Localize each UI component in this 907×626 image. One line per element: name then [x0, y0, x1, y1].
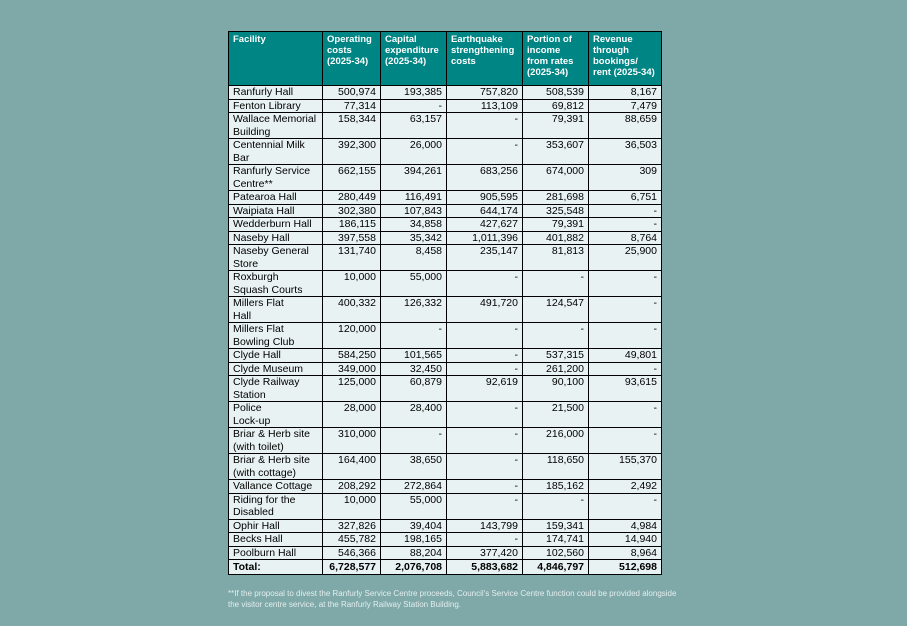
cell-capital: 107,843 — [381, 204, 447, 218]
cell-facility: Fenton Library — [229, 99, 323, 113]
table-row — [229, 323, 662, 349]
cell-capital: 101,565 — [381, 349, 447, 363]
table-row — [229, 546, 662, 560]
cell-revenue: - — [589, 204, 662, 218]
cell-rates: 353,607 — [523, 139, 589, 165]
cell-operating: 208,292 — [323, 480, 381, 494]
cell-earthquake: 491,720 — [447, 297, 523, 323]
table-header-row — [229, 32, 662, 86]
cell-capital: 88,204 — [381, 546, 447, 560]
cell-rates: 325,548 — [523, 204, 589, 218]
cell-revenue: 88,659 — [589, 113, 662, 139]
cell-rates: 102,560 — [523, 546, 589, 560]
cell-earthquake: 644,174 — [447, 204, 523, 218]
cell-earthquake: 427,627 — [447, 218, 523, 232]
table-row — [229, 139, 662, 165]
cell-operating: 397,558 — [323, 231, 381, 245]
cell-operating: 10,000 — [323, 271, 381, 297]
cell-earthquake: - — [447, 533, 523, 547]
cell-capital: 116,491 — [381, 191, 447, 205]
cell-facility: Police Lock-up — [229, 402, 323, 428]
cell-capital: 55,000 — [381, 271, 447, 297]
cell-facility: Patearoa Hall — [229, 191, 323, 205]
cell-capital: 63,157 — [381, 113, 447, 139]
cell-capital: 32,450 — [381, 362, 447, 376]
cell-operating: 77,314 — [323, 99, 381, 113]
cell-revenue: 2,492 — [589, 480, 662, 494]
cell-operating: 120,000 — [323, 323, 381, 349]
cell-facility: Becks Hall — [229, 533, 323, 547]
table-row — [229, 480, 662, 494]
table-row — [229, 376, 662, 402]
cell-facility: Ophir Hall — [229, 519, 323, 533]
cell-facility: Wallace Memorial Building — [229, 113, 323, 139]
cell-rates: 537,315 — [523, 349, 589, 363]
total-label: Total: — [229, 560, 323, 575]
cell-operating: 349,000 — [323, 362, 381, 376]
cell-operating: 131,740 — [323, 245, 381, 271]
cell-facility: Waipiata Hall — [229, 204, 323, 218]
cell-rates: 21,500 — [523, 402, 589, 428]
cell-revenue: 6,751 — [589, 191, 662, 205]
cell-facility: Ranfurly Service Centre** — [229, 165, 323, 191]
cell-earthquake: - — [447, 362, 523, 376]
cell-operating: 546,366 — [323, 546, 381, 560]
cell-revenue: 7,479 — [589, 99, 662, 113]
cell-facility: Naseby Hall — [229, 231, 323, 245]
table-row — [229, 297, 662, 323]
header-operating-costs: Operating costs (2025-34) — [323, 32, 381, 86]
cell-facility: Roxburgh Squash Courts — [229, 271, 323, 297]
cell-earthquake: - — [447, 323, 523, 349]
cell-facility: Naseby General Store — [229, 245, 323, 271]
total-rates: 4,846,797 — [523, 560, 589, 575]
cell-revenue: - — [589, 428, 662, 454]
cell-capital: 198,165 — [381, 533, 447, 547]
cell-facility: Briar & Herb site (with cottage) — [229, 454, 323, 480]
table-row — [229, 165, 662, 191]
table-row — [229, 231, 662, 245]
cell-capital: 26,000 — [381, 139, 447, 165]
cell-capital: - — [381, 99, 447, 113]
cell-rates: 81,813 — [523, 245, 589, 271]
table-body — [229, 86, 662, 560]
cell-earthquake: 113,109 — [447, 99, 523, 113]
cell-facility: Centennial Milk Bar — [229, 139, 323, 165]
total-capital: 2,076,708 — [381, 560, 447, 575]
cell-revenue: - — [589, 218, 662, 232]
cell-earthquake: 235,147 — [447, 245, 523, 271]
cell-capital: 34,858 — [381, 218, 447, 232]
cell-operating: 327,826 — [323, 519, 381, 533]
cell-operating: 125,000 — [323, 376, 381, 402]
cell-earthquake: - — [447, 349, 523, 363]
cell-earthquake: 757,820 — [447, 86, 523, 100]
cell-capital: 60,879 — [381, 376, 447, 402]
total-revenue: 512,698 — [589, 560, 662, 575]
cell-facility: Vallance Cottage — [229, 480, 323, 494]
cell-rates: 124,547 — [523, 297, 589, 323]
cell-earthquake: 143,799 — [447, 519, 523, 533]
cell-operating: 164,400 — [323, 454, 381, 480]
cell-operating: 500,974 — [323, 86, 381, 100]
cell-earthquake: 1,011,396 — [447, 231, 523, 245]
cell-rates: 401,882 — [523, 231, 589, 245]
cell-earthquake: - — [447, 402, 523, 428]
cell-operating: 392,300 — [323, 139, 381, 165]
cell-earthquake: 377,420 — [447, 546, 523, 560]
cell-facility: Riding for the Disabled — [229, 493, 323, 519]
table-row — [229, 519, 662, 533]
table-row — [229, 191, 662, 205]
table-row — [229, 204, 662, 218]
table-row — [229, 533, 662, 547]
cell-revenue: - — [589, 362, 662, 376]
cell-operating: 310,000 — [323, 428, 381, 454]
facilities-table-container — [228, 31, 660, 575]
cell-rates: 118,650 — [523, 454, 589, 480]
table-row — [229, 454, 662, 480]
cell-earthquake: - — [447, 493, 523, 519]
cell-operating: 584,250 — [323, 349, 381, 363]
cell-operating: 186,115 — [323, 218, 381, 232]
cell-earthquake: - — [447, 480, 523, 494]
cell-operating: 10,000 — [323, 493, 381, 519]
cell-revenue: - — [589, 271, 662, 297]
header-capital-expenditure: Capital expenditure (2025-34) — [381, 32, 447, 86]
header-facility: Facility — [229, 32, 323, 86]
cell-facility: Briar & Herb site (with toilet) — [229, 428, 323, 454]
facilities-cost-table — [228, 31, 662, 575]
table-row — [229, 362, 662, 376]
cell-revenue: 36,503 — [589, 139, 662, 165]
table-row — [229, 86, 662, 100]
cell-operating: 302,380 — [323, 204, 381, 218]
cell-capital: 35,342 — [381, 231, 447, 245]
cell-rates: 185,162 — [523, 480, 589, 494]
cell-facility: Ranfurly Hall — [229, 86, 323, 100]
cell-facility: Clyde Hall — [229, 349, 323, 363]
table-row — [229, 99, 662, 113]
cell-capital: 55,000 — [381, 493, 447, 519]
cell-capital: 126,332 — [381, 297, 447, 323]
cell-capital: 272,864 — [381, 480, 447, 494]
cell-facility: Clyde Railway Station — [229, 376, 323, 402]
cell-rates: 674,000 — [523, 165, 589, 191]
cell-rates: 69,812 — [523, 99, 589, 113]
cell-rates: 508,539 — [523, 86, 589, 100]
table-row — [229, 218, 662, 232]
cell-facility: Poolburn Hall — [229, 546, 323, 560]
cell-capital: 193,385 — [381, 86, 447, 100]
cell-rates: 216,000 — [523, 428, 589, 454]
table-row — [229, 402, 662, 428]
cell-earthquake: 683,256 — [447, 165, 523, 191]
cell-capital: 28,400 — [381, 402, 447, 428]
cell-operating: 280,449 — [323, 191, 381, 205]
total-operating: 6,728,577 — [323, 560, 381, 575]
cell-operating: 662,155 — [323, 165, 381, 191]
cell-operating: 28,000 — [323, 402, 381, 428]
cell-capital: 8,458 — [381, 245, 447, 271]
cell-capital: - — [381, 428, 447, 454]
cell-revenue: 309 — [589, 165, 662, 191]
cell-rates: - — [523, 323, 589, 349]
cell-revenue: 14,940 — [589, 533, 662, 547]
cell-revenue: 8,764 — [589, 231, 662, 245]
cell-rates: 174,741 — [523, 533, 589, 547]
cell-earthquake: - — [447, 271, 523, 297]
cell-rates: 281,698 — [523, 191, 589, 205]
footnote: **If the proposal to divest the Ranfurly Service Centre proceeds, Council's Service Centre function could be provided alongside the visitor centre service, at the Ranfurly Railway Station Building. — [228, 589, 677, 609]
cell-rates: - — [523, 271, 589, 297]
table-row — [229, 271, 662, 297]
cell-rates: 90,100 — [523, 376, 589, 402]
cell-revenue: 8,167 — [589, 86, 662, 100]
cell-rates: 79,391 — [523, 218, 589, 232]
table-row — [229, 245, 662, 271]
cell-revenue: 8,964 — [589, 546, 662, 560]
cell-revenue: - — [589, 493, 662, 519]
cell-revenue: 4,984 — [589, 519, 662, 533]
cell-facility: Wedderburn Hall — [229, 218, 323, 232]
cell-operating: 400,332 — [323, 297, 381, 323]
cell-operating: 158,344 — [323, 113, 381, 139]
cell-rates: 79,391 — [523, 113, 589, 139]
cell-capital: 394,261 — [381, 165, 447, 191]
cell-rates: 159,341 — [523, 519, 589, 533]
cell-facility: Millers Flat Bowling Club — [229, 323, 323, 349]
cell-earthquake: 92,619 — [447, 376, 523, 402]
table-row — [229, 349, 662, 363]
cell-operating: 455,782 — [323, 533, 381, 547]
total-earthquake: 5,883,682 — [447, 560, 523, 575]
cell-capital: - — [381, 323, 447, 349]
cell-rates: - — [523, 493, 589, 519]
cell-earthquake: - — [447, 454, 523, 480]
cell-facility: Clyde Museum — [229, 362, 323, 376]
header-earthquake-costs: Earthquake strengthening costs — [447, 32, 523, 86]
cell-revenue: 25,900 — [589, 245, 662, 271]
table-row — [229, 428, 662, 454]
header-rates-income: Portion of income from rates (2025-34) — [523, 32, 589, 86]
header-revenue: Revenue through bookings/ rent (2025-34) — [589, 32, 662, 86]
cell-revenue: 49,801 — [589, 349, 662, 363]
table-total-row — [229, 560, 662, 575]
cell-capital: 39,404 — [381, 519, 447, 533]
cell-earthquake: - — [447, 428, 523, 454]
table-row — [229, 113, 662, 139]
cell-earthquake: - — [447, 113, 523, 139]
cell-earthquake: 905,595 — [447, 191, 523, 205]
cell-rates: 261,200 — [523, 362, 589, 376]
table-row — [229, 493, 662, 519]
cell-revenue: 155,370 — [589, 454, 662, 480]
cell-earthquake: - — [447, 139, 523, 165]
cell-revenue: - — [589, 297, 662, 323]
cell-revenue: 93,615 — [589, 376, 662, 402]
cell-capital: 38,650 — [381, 454, 447, 480]
cell-revenue: - — [589, 323, 662, 349]
cell-revenue: - — [589, 402, 662, 428]
cell-facility: Millers Flat Hall — [229, 297, 323, 323]
